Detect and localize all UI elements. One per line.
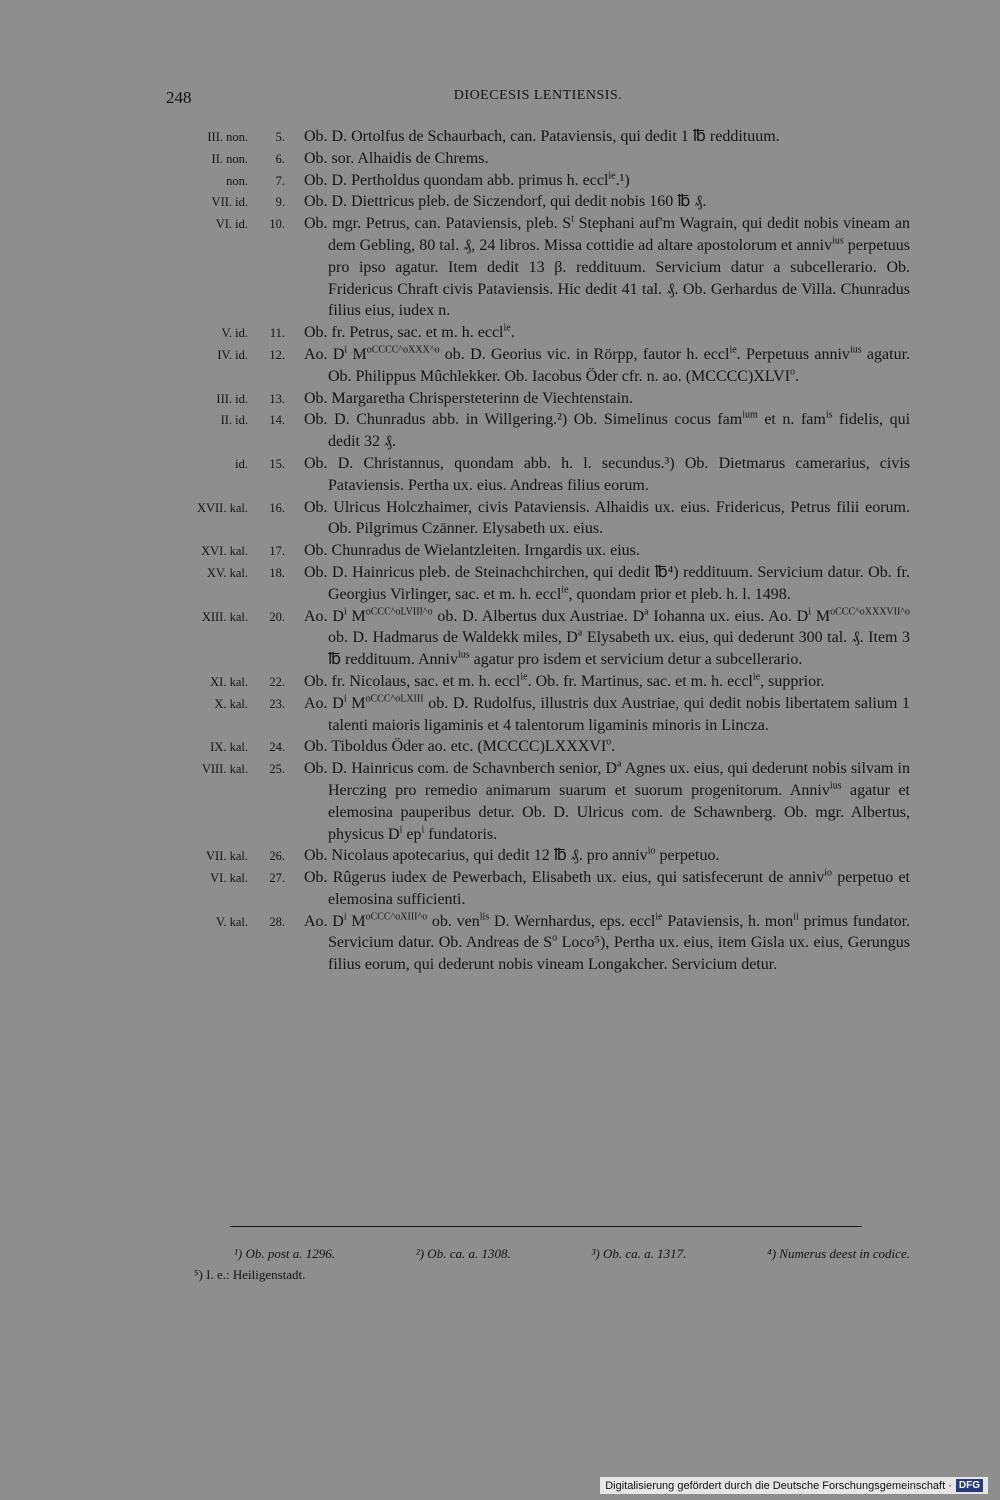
footnote-row bbox=[166, 1264, 910, 1285]
entry-date: XV. kal. bbox=[206, 565, 248, 580]
entry-text: Ob. D. Ortolfus de Schaurbach, can. Pataviensis, qui dedit 1 ℔ reddituum. bbox=[304, 128, 780, 145]
necrology-entry bbox=[150, 148, 910, 170]
necrology-entries bbox=[150, 126, 910, 976]
entry-date: V. kal. bbox=[215, 914, 248, 929]
footnote-3: ³) Ob. ca. a. 1317. bbox=[591, 1246, 687, 1261]
entry-date: VII. id. bbox=[211, 195, 248, 210]
entry-day: 7. bbox=[275, 173, 285, 188]
necrology-entry bbox=[150, 736, 910, 758]
entry-date: non. bbox=[226, 173, 248, 188]
entry-day: 17. bbox=[269, 544, 285, 559]
page-header bbox=[166, 88, 910, 112]
entry-date: III. non. bbox=[207, 130, 248, 144]
entry-date: VI. id. bbox=[215, 217, 248, 232]
entry-text: Ao. $D^i$ $M^{oCCCC\^{}oXXX\^{}o}$ ob. D. Georius vic. in Rörpp, fautor h. eccl$^{ie}$. Perpetuus anniv$^{ius}$ agatur. Ob. Philippus Mûchlekker. Ob. Iacobus Öder cfr. n. ao. (MCCCC)XLVI$^o$. bbox=[304, 344, 911, 385]
entry-text: Ob. Nicolaus apotecarius, qui dedit 12 ℔ ₰. pro anniv$^{io}$ perpetuo. bbox=[304, 845, 720, 865]
entry-date: IX. kal. bbox=[210, 740, 248, 755]
entry-date: II. id. bbox=[220, 413, 248, 428]
necrology-entry bbox=[150, 540, 910, 562]
entry-text: Ob. D. Diettricus pleb. de Siczendorf, qui dedit nobis 160 ℔ ₰. bbox=[304, 193, 707, 211]
entry-date: id. bbox=[235, 456, 248, 471]
entry-day: 5. bbox=[275, 130, 285, 144]
necrology-entry bbox=[150, 213, 910, 322]
necrology-entry bbox=[150, 388, 910, 410]
entry-day: 13. bbox=[269, 391, 285, 406]
entry-text: Ob. D. Hainricus com. de Schavnberch senior, $D^a$ Agnes ux. eius, qui dederunt nobis silvam in Herczing pro remedio animarum suarum et suorum progenitorum. Anniv$^{ius}$ agatur et elemosina pauperibus detur. Ob. D. Ulricus com. de Schawnberg. Ob. mgr. Albertus, physicus $D^i$ $ep^i$ fundatoris. bbox=[304, 758, 911, 843]
entry-day: 28. bbox=[269, 914, 285, 929]
entry-date: VIII. kal. bbox=[201, 762, 248, 777]
entry-date: VI. kal. bbox=[210, 871, 248, 886]
entry-text: Ob. Margaretha Chrispersteterinn de Viechtenstain. bbox=[304, 389, 634, 407]
entry-text: Ob. Tiboldus Öder ao. etc. (MCCCC)LXXXVI$^o$. bbox=[304, 736, 616, 756]
page-number: 248 bbox=[166, 88, 192, 107]
funding-watermark bbox=[600, 1477, 988, 1494]
entry-day: 12. bbox=[269, 347, 285, 362]
necrology-entry bbox=[150, 322, 910, 344]
entry-text: Ob. D. Christannus, quondam abb. h. l. secundus.³) Ob. Dietmarus camerarius, civis Pataviensis. Pertha ux. eius. Andreas filius eorum. bbox=[304, 454, 910, 494]
necrology-entry bbox=[150, 671, 910, 693]
entry-text: Ao. $D^i$ $M^{oCCC\^{}oXIII\^{}o}$ ob. ven$^{lis}$ D. Wernhardus, eps. eccl$^{ie}$ Pataviensis, h. mon$^{ii}$ primus fundator. Servicium datur. Ob. Andreas de $S^o$ Loco⁵), Pertha ux. eius, item Gisla ux. eius, Gerungus filius eorum, qui dederunt nobis vineam Longakcher. Servicium detur. bbox=[304, 911, 911, 974]
entry-text: Ob. fr. Nicolaus, sac. et m. h. eccl$^{ie}$. Ob. fr. Martinus, sac. et m. h. eccl$^{ie}$, supprior. bbox=[304, 671, 825, 690]
necrology-entry bbox=[150, 344, 910, 388]
entry-day: 16. bbox=[269, 500, 285, 515]
entry-text: Ob. Ulricus Holczhaimer, civis Pataviensis. Alhaidis ux. eius. Fridericus, Petrus filii eorum. Ob. Pilgrimus Czänner. Elysabeth ux. eius. bbox=[304, 498, 910, 538]
entry-day: 15. bbox=[269, 456, 285, 471]
footnote-row bbox=[166, 1243, 910, 1264]
necrology-entry bbox=[150, 562, 910, 606]
entry-day: 6. bbox=[275, 151, 285, 166]
watermark-text: Digitalisierung gefördert durch die Deutsche Forschungsgemeinschaft · bbox=[605, 1479, 952, 1492]
necrology-entry bbox=[150, 191, 910, 213]
necrology-entry bbox=[150, 867, 910, 911]
footnote-1: ¹) Ob. post a. 1296. bbox=[234, 1246, 336, 1261]
footnote-rule bbox=[230, 1226, 862, 1227]
entry-text: Ob. Rûgerus iudex de Pewerbach, Elisabeth ux. eius, qui satisfecerunt de anniv$^{io}$ perpetuo et elemosina sufficienti. bbox=[304, 867, 910, 908]
entry-day: 24. bbox=[269, 740, 285, 755]
entry-date: II. non. bbox=[211, 151, 248, 166]
entry-text: Ob. D. Chunradus abb. in Willgering.²) Ob. Simelinus cocus fam$^{ium}$ et n. fam$^{is}$ fidelis, qui dedit 32 ₰. bbox=[304, 410, 911, 451]
entry-day: 18. bbox=[269, 565, 285, 580]
necrology-entry bbox=[150, 606, 910, 671]
entry-date: III. id. bbox=[216, 391, 248, 406]
entry-day: 11. bbox=[269, 326, 285, 341]
necrology-entry bbox=[150, 845, 910, 867]
footnotes bbox=[166, 1243, 910, 1285]
entry-day: 20. bbox=[269, 609, 285, 624]
entry-day: 23. bbox=[269, 696, 285, 711]
entry-text: Ao. $D^i$ $M^{oCCC\^{}oLXIII}$ ob. D. Rudolfus, illustris dux Austriae, qui dedit nobis libertatem salium 1 talenti maioris ligaminis et 4 talentorum ligaminis minoris in Lincza. bbox=[304, 693, 911, 734]
entry-text: Ob. D. Pertholdus quondam abb. primus h. eccl$^{ie}$.¹) bbox=[304, 170, 630, 189]
footnote-5: ⁵) I. e.: Heiligenstadt. bbox=[194, 1267, 306, 1282]
entry-date: VII. kal. bbox=[206, 849, 248, 864]
footnote-4: ⁴) Numerus deest in codice. bbox=[767, 1246, 910, 1261]
entry-day: 27. bbox=[269, 871, 285, 886]
necrology-entry bbox=[150, 170, 910, 192]
dfg-logo-icon: DFG bbox=[956, 1479, 983, 1492]
entry-text: Ob. fr. Petrus, sac. et m. h. eccl$^{ie}$. bbox=[304, 322, 515, 342]
necrology-entry bbox=[150, 758, 910, 845]
entry-day: 14. bbox=[269, 413, 285, 428]
entry-date: XI. kal. bbox=[210, 674, 248, 689]
entry-date: XVII. kal. bbox=[196, 500, 248, 515]
entry-text: Ob. D. Hainricus pleb. de Steinachchirchen, qui dedit ℔⁴) reddituum. Servicium datur. Ob. fr. Georgius Virlinger, sac. et m. h. eccl$^{ie}$, quondam prior et pleb. h. l. 1498. bbox=[304, 563, 910, 603]
necrology-entry bbox=[150, 409, 910, 453]
necrology-entry bbox=[150, 911, 910, 976]
entry-date: IV. id. bbox=[217, 347, 248, 362]
entry-day: 26. bbox=[269, 849, 285, 864]
entry-date: XVI. kal. bbox=[201, 544, 248, 559]
necrology-entry bbox=[150, 453, 910, 497]
necrology-entry bbox=[150, 497, 910, 541]
running-head: DIOECESIS LENTIENSIS. bbox=[453, 88, 623, 103]
entry-text: Ob. mgr. Petrus, can. Pataviensis, pleb. $S^t$ Stephani auf'm Wagrain, qui dedit nobis vineam an dem Gebling, 80 tal. ₰, 24 libros. Missa cottidie ad altare apostolorum et anniv$^{ius}$ perpetuus pro ipso agatur. Item dedit 13 β. reddituum. Servicium datur a subcellerario. Ob. Fridericus Chraft civis Pataviensis. Hic dedit 41 tal. ₰. Ob. Gerhardus de Villa. Chunradus filius eius, iudex n. bbox=[304, 213, 911, 320]
entry-date: XIII. kal. bbox=[201, 609, 248, 624]
necrology-entry bbox=[150, 693, 910, 737]
footnote-2: ²) Ob. ca. a. 1308. bbox=[415, 1246, 511, 1261]
entry-date: X. kal. bbox=[214, 696, 248, 711]
entry-text: Ob. sor. Alhaidis de Chrems. bbox=[304, 149, 489, 167]
entry-date: V. id. bbox=[221, 326, 248, 341]
entry-day: 9. bbox=[275, 195, 285, 210]
entry-day: 22. bbox=[269, 674, 285, 689]
entry-day: 25. bbox=[269, 762, 285, 777]
entry-day: 10. bbox=[269, 217, 285, 232]
entry-text: Ob. Chunradus de Wielantzleiten. Irngardis ux. eius. bbox=[304, 542, 640, 560]
necrology-entry bbox=[150, 126, 910, 148]
entry-text: Ao. $D^i$ $M^{oCCC\^{}oLVIII\^{}o}$ ob. D. Albertus dux Austriae. $D^a$ Iohanna ux. eius. Ao. $D^i$ $M^{oCCC\^{}oXXXVII\^{}o}$ ob. D. Hadmarus de Waldekk miles, $D^a$ Elysabeth ux. eius, qui dederunt 300 tal. ₰. Item 3 ℔ reddituum. Anniv$^{ius}$ agatur pro isdem et servicium detur a subcellerario. bbox=[304, 606, 911, 669]
